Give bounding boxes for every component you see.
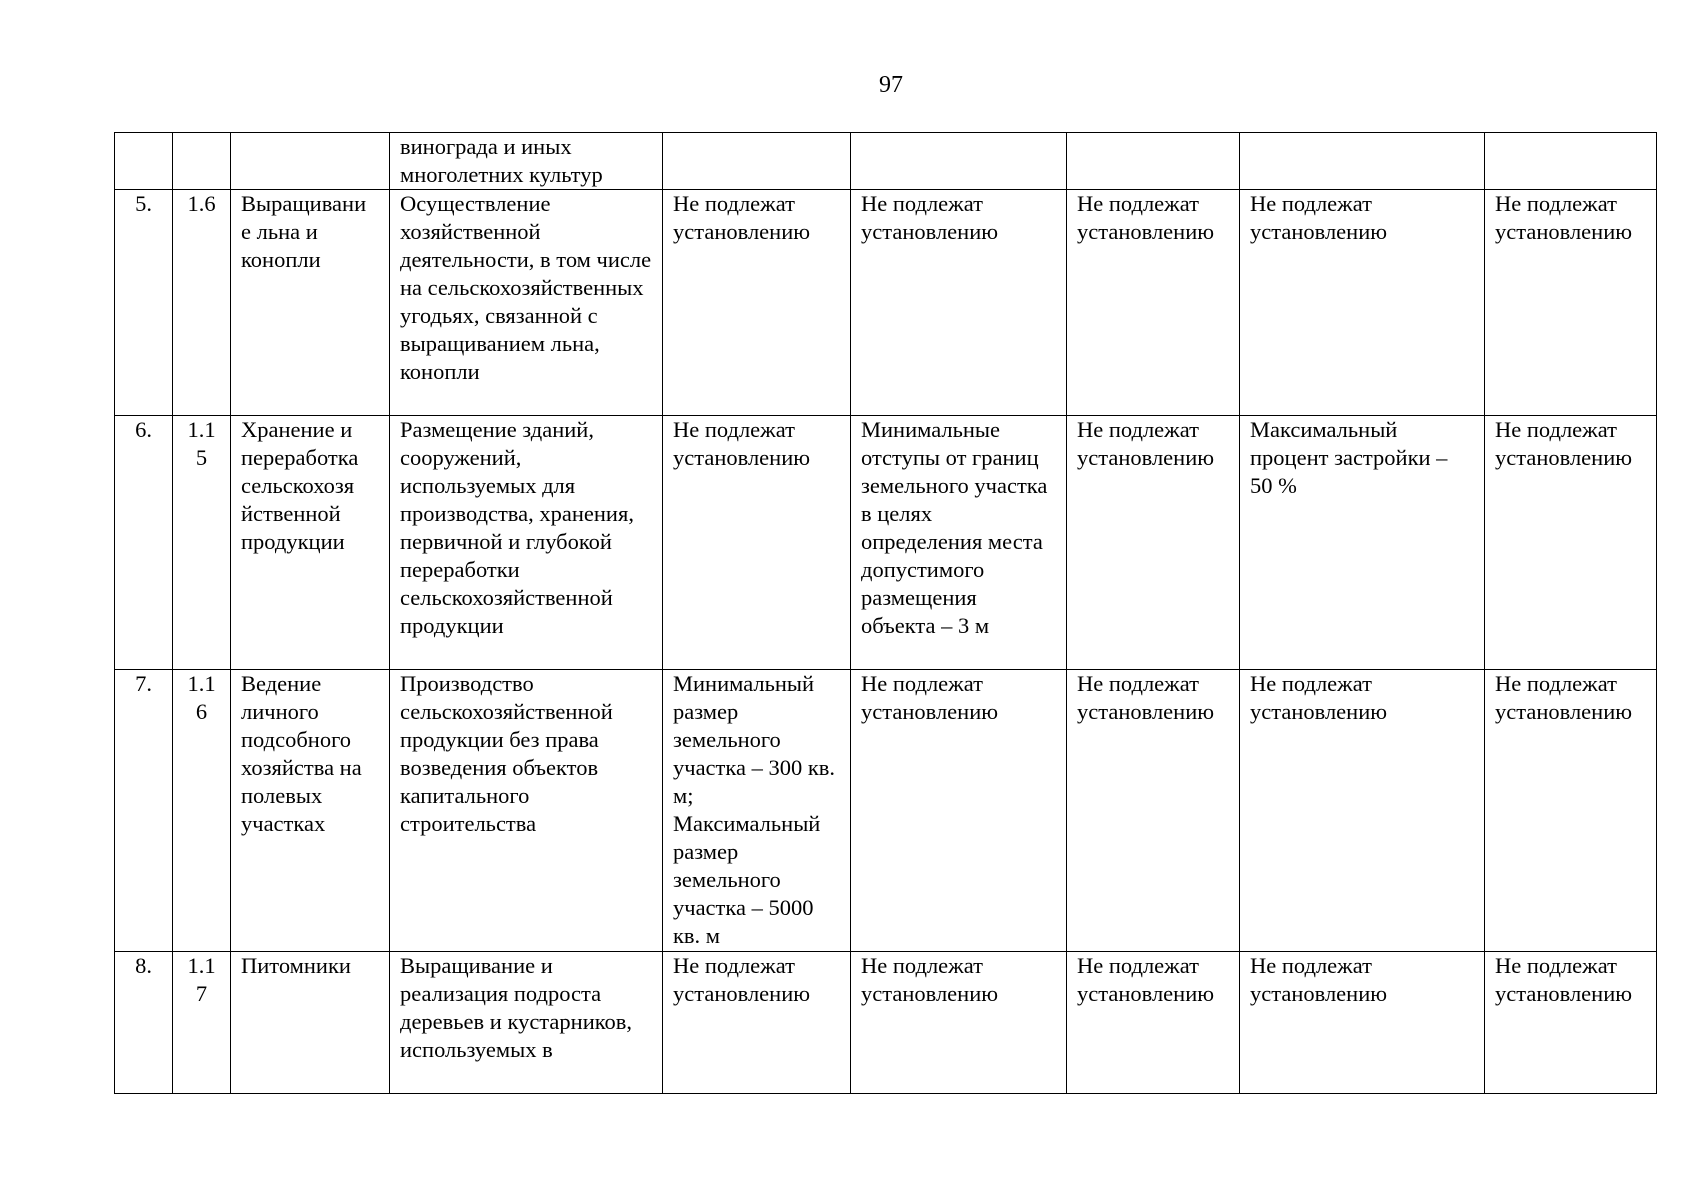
table-row <box>115 133 1657 190</box>
row-cell: Не подлежат установлению <box>1240 670 1485 952</box>
row-description: Производство сельскохозяйственной продукции без права возведения объектов капитального строительства <box>390 670 663 952</box>
row-cell: Не подлежат установлению <box>851 952 1067 1094</box>
row-cell <box>1485 133 1657 190</box>
row-number: 5. <box>115 190 173 416</box>
table-row <box>115 670 1657 952</box>
row-code <box>173 133 231 190</box>
row-cell: Минимальные отступы от границ земельного участка в целях определения места допустимого размещения объекта – 3 м <box>851 416 1067 670</box>
row-cell: Не подлежат установлению <box>851 190 1067 416</box>
row-description: Осуществление хозяйственной деятельности, в том числе на сельскохозяйственных угодьях, связанной с выращиванием льна, конопли <box>390 190 663 416</box>
row-cell: Не подлежат установлению <box>1485 670 1657 952</box>
row-cell: Не подлежат установлению <box>851 670 1067 952</box>
row-name: Ведение личного подсобного хозяйства на полевых участках <box>231 670 390 952</box>
row-code: 1.1 5 <box>173 416 231 670</box>
row-code: 1.1 6 <box>173 670 231 952</box>
row-name <box>231 133 390 190</box>
row-number <box>115 133 173 190</box>
table-row <box>115 952 1657 1094</box>
row-cell: Не подлежат установлению <box>663 416 851 670</box>
row-name: Питомники <box>231 952 390 1094</box>
row-cell: Не подлежат установлению <box>1485 416 1657 670</box>
row-cell <box>851 133 1067 190</box>
row-number: 7. <box>115 670 173 952</box>
row-cell: Не подлежат установлению <box>1067 952 1240 1094</box>
row-cell: Не подлежат установлению <box>1485 190 1657 416</box>
row-code: 1.6 <box>173 190 231 416</box>
row-cell: Не подлежат установлению <box>663 952 851 1094</box>
row-name: Выращивани е льна и конопли <box>231 190 390 416</box>
page-number: 97 <box>879 72 903 98</box>
row-cell: Не подлежат установлению <box>1067 190 1240 416</box>
row-cell <box>663 133 851 190</box>
row-cell: Не подлежат установлению <box>663 190 851 416</box>
row-description: Выращивание и реализация подроста деревьев и кустарников, используемых в <box>390 952 663 1094</box>
row-number: 6. <box>115 416 173 670</box>
row-cell: Минимальный размер земельного участка – 300 кв. м; Максимальный размер земельного участка – 5000 кв. м <box>663 670 851 952</box>
row-cell <box>1067 133 1240 190</box>
row-cell: Не подлежат установлению <box>1067 670 1240 952</box>
table-row <box>115 416 1657 670</box>
row-cell: Не подлежат установлению <box>1240 952 1485 1094</box>
row-number: 8. <box>115 952 173 1094</box>
row-cell <box>1240 133 1485 190</box>
row-description: Размещение зданий, сооружений, используемых для производства, хранения, первичной и глубокой переработки сельскохозяйственной продукции <box>390 416 663 670</box>
row-code: 1.1 7 <box>173 952 231 1094</box>
table-row <box>115 190 1657 416</box>
row-cell: Не подлежат установлению <box>1240 190 1485 416</box>
row-cell: Не подлежат установлению <box>1485 952 1657 1094</box>
regulations-table <box>114 132 1657 1094</box>
row-name: Хранение и переработка сельскохозя йственной продукции <box>231 416 390 670</box>
row-description: винограда и иных многолетних культур <box>390 133 663 190</box>
row-cell: Максимальный процент застройки – 50 % <box>1240 416 1485 670</box>
row-cell: Не подлежат установлению <box>1067 416 1240 670</box>
